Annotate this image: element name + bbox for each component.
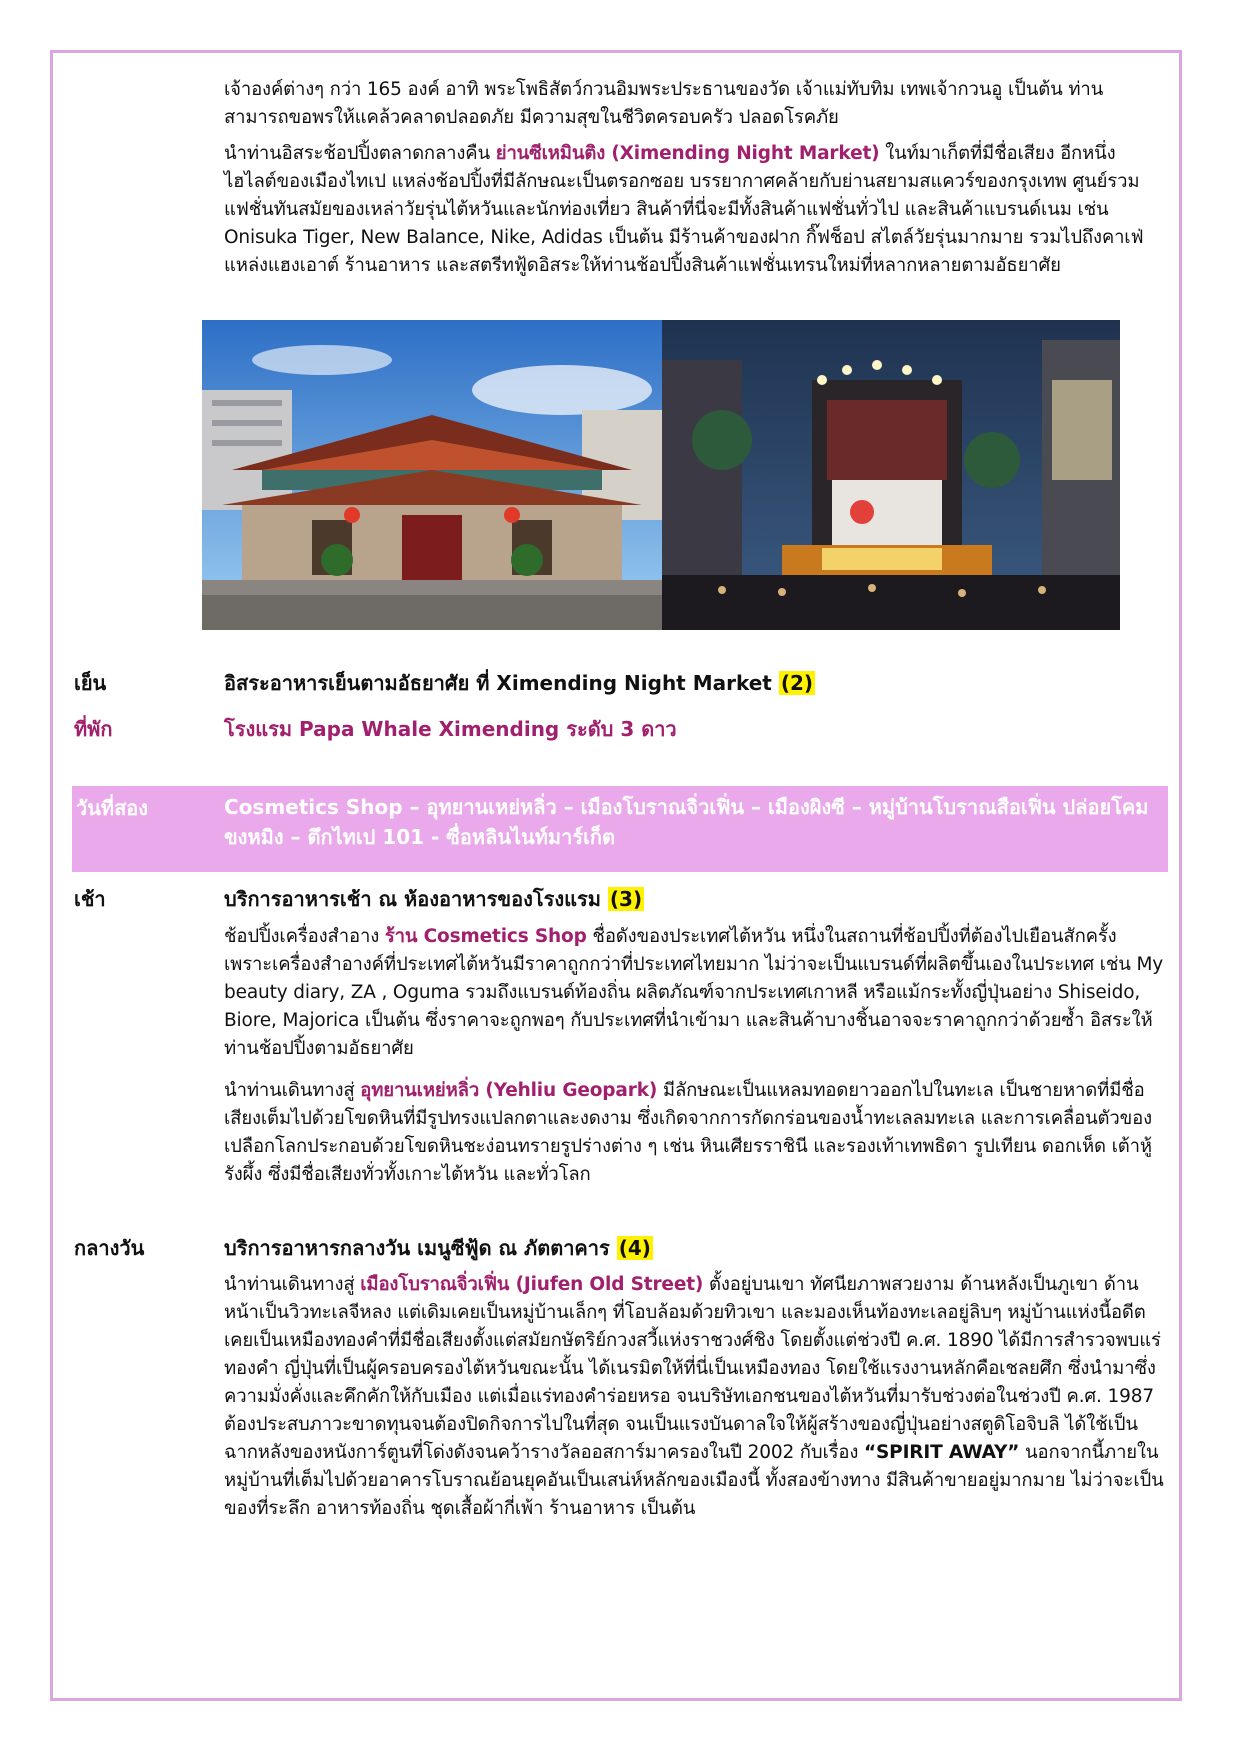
- cosmetics-post: ชื่อดังของประเทศไต้หวัน หนึ่งในสถานที่ช้อปปิ้งที่ต้องไปเยือนสักครั้ง เพราะเครื่องสำอางค์ที่ประเทศไต้หวันมีราคาถูกกว่าที่ประเทศไทยมาก ไม่ว่าจะเป็นแบรนด์ที่ผลิตขึ้นเองในประเทศ เช่น My beauty diary, ZA , Oguma รวมถึงแบรนด์ท้องถิ่น ผลิตภัณฑ์จากประเทศเกาหลี หรือแม้กระทั้งญี่ปุ่นอย่าง Shiseido, Biore, Majorica เป็นต้น ซึ่งราคาจะถูกพอๆ กับประเทศที่นำเข้ามา และสินค้าบางชิ้นอาจจะราคาถูกกว่าด้วยซ้ำ อิสระให้ท่านช้อปปิ้งตามอัธยาศัย: [224, 926, 1164, 1059]
- cosmetics-pre: ช้อปปิ้งเครื่องสำอาง: [224, 926, 385, 947]
- day-two-label: วันที่สอง: [76, 796, 149, 820]
- cosmetics-link: ร้าน Cosmetics Shop: [384, 926, 587, 947]
- cosmetics-paragraph: [224, 923, 1164, 1063]
- temple-photo: [202, 320, 662, 630]
- meal-number-badge: (4): [618, 1236, 651, 1260]
- jiufen-pre: นำท่านเดินทางสู่: [224, 1274, 361, 1295]
- jiufen-link: เมืองโบราณจิ่วเฟิ่น (Jiufen Old Street): [360, 1274, 704, 1295]
- yehliu-link: อุทยานเหย่หลิ่ว (Yehliu Geopark): [360, 1080, 658, 1101]
- breakfast-text: [224, 883, 644, 915]
- lunch-text: [224, 1232, 653, 1264]
- ximending-pre: นำท่านอิสระช้อปปิ้งตลาดกลางคืน: [224, 143, 496, 164]
- ximending-post: ในท์มาเก็ตที่มีชื่อเสียง อีกหนึ่งไฮไลต์ของเมืองไทเป แหล่งช้อปปิ้งที่มีลักษณะเป็นตรอกซอย บรรยากาศคล้ายกับย่านสยามสแควร์ของกรุงเทพ ศูนย์รวมแฟชั่นทันสมัยของเหล่าวัยรุ่นไต้หวันและนักท่องเที่ยว สินค้าที่นี่จะมีทั้งสินค้าแฟชั่นทั่วไป และสินค้าแบรนด์เนม เช่น Onisuka Tiger, New Balance, Nike, Adidas เป็นต้น มีร้านค้าของฝาก กิ๊ฟช็อป สไตล์วัยรุ่นมากมาย รวมไปถึงคาเฟ่ แหล่งแฮงเอาต์ ร้านอาหาร และสตรีทฟู้ดอิสระให้ท่านช้อปปิ้งสินค้าแฟชั่นเทรนใหม่ที่หลากหลายตามอัธยาศัย: [224, 143, 1144, 276]
- yehliu-post: มีลักษณะเป็นแหลมทอดยาวออกไปในทะเล เป็นชายหาดที่มีชื่อเสียงเต็มไปด้วยโขดหินที่มีรูปทรงแปลกตาและงดงาม ซึ่งเกิดจากการกัดกร่อนของน้ำทะเลลมทะเล และการเคลื่อนตัวของเปลือกโลกประกอบด้วยโขดหินชะง่อนทรายรูปร่างต่าง ๆ เช่น หินเศียรราชินี และรองเท้าเทพธิดา รูปเทียน ดอกเห็ด เต้าหู้ รังผึ้ง ซึ่งมีชื่อเสียงทั่วทั้งเกาะไต้หวัน และทั่วโลก: [224, 1080, 1153, 1185]
- yehliu-paragraph: [224, 1077, 1164, 1189]
- meal-number-badge: (3): [609, 887, 643, 911]
- ximending-street-photo: [662, 320, 1120, 630]
- lunch-desc: บริการอาหารกลางวัน เมนูซีฟู้ด ณ ภัตตาคาร: [224, 1236, 617, 1260]
- breakfast-desc: บริการอาหารเช้า ณ ห้องอาหารของโรงแรม: [224, 887, 608, 911]
- jiufen-post2: นอกจากนี้ภายในหมู่บ้านที่เต็มไปด้วยอาคารโบราณย้อนยุคอันเป็นเสน่ห์หลักของเมืองนี้ ทั้งสองข้างทาง มีสินค้าขายอยู่มากมาย ไม่ว่าจะเป็น ของที่ระลึก อาหารท้องถิ่น ชุดเสื้อผ้ากี่เพ้า ร้านอาหาร เป็นต้น: [224, 1442, 1164, 1519]
- meal-number-badge: (2): [780, 671, 814, 695]
- day-two-route: Cosmetics Shop – อุทยานเหย่หลิ่ว – เมืองโบราณจิ่วเฟิ่น – เมืองผิงซี – หมู่บ้านโบราณสือเฟิ่น ปล่อยโคมขงหมิง – ตึกไทเป 101 - ซื่อหลินไนท์มาร์เก็ต: [224, 795, 1149, 849]
- temple-paragraph: เจ้าองค์ต่างๆ กว่า 165 องค์ อาทิ พระโพธิสัตว์กวนอิมพระประธานของวัด เจ้าแม่ทับทิม เทพเจ้ากวนอู เป็นต้น ท่านสามารถขอพรให้แคล้วคลาดปลอดภัย มีความสุขในชีวิตครอบครัว ปลอดโรคภัย: [224, 79, 1104, 128]
- day-two-header: [72, 786, 1168, 872]
- dinner-desc: อิสระอาหารเย็นตามอัธยาศัย ที่ Ximending Night Market: [224, 671, 779, 695]
- yehliu-pre: นำท่านเดินทางสู่: [224, 1080, 361, 1101]
- dinner-label: เย็น: [74, 671, 107, 695]
- hotel-text: โรงแรม Papa Whale Ximending ระดับ 3 ดาว: [224, 717, 677, 741]
- spirit-away-title: “SPIRIT AWAY”: [863, 1442, 1020, 1463]
- ximending-paragraph: [224, 140, 1164, 280]
- jiufen-post: ตั้งอยู่บนเขา ทัศนียภาพสวยงาม ด้านหลังเป็นภูเขา ด้านหน้าเป็นวิวทะเลจีหลง แต่เดิมเคยเป็นหมู่บ้านเล็กๆ ที่โอบล้อมด้วยทิวเขา และมองเห็นท้องทะเลอยู่ลิบๆ หมู่บ้านแห่งนี้อดีตเคยเป็นเหมืองทองคำที่มีชื่อเสียงตั้งแต่สมัยกษัตริย์กวงสวี้แห่งราชวงศ์ชิง โดยตั้งแต่ช่วงปี ค.ศ. 1890 ได้มีการสำรวจพบแร่ทองคำ ญี่ปุ่นที่เป็นผู้ครอบครองไต้หวันขณะนั้น ได้เนรมิตให้ที่นี่เป็นเหมืองทอง โดยใช้แรงงานหลักคือเชลยศึก ซึ่งนำมาซึ่งความมั่งคั่งและคึกคักให้กับเมือง แต่เมื่อแร่ทองคำร่อยหรอ จนบริษัทเอกชนของไต้หวันที่มารับช่วงต่อในช่วงปี ค.ศ. 1987 ต้องประสบภาวะขาดทุนจนต้องปิดกิจการไปในที่สุด จนเป็นแรงบันดาลใจให้ผู้สร้างของญี่ปุ่นอย่างสตูดิโอจิบลิ ได้ใช้เป็นฉากหลังของหนังการ์ตูนที่โด่งดังจนคว้ารางวัลออสการ์มาครองในปี 2002 กับเรื่อง: [224, 1274, 1161, 1463]
- jiufen-paragraph: [224, 1271, 1164, 1523]
- hotel-label: ที่พัก: [74, 717, 113, 741]
- dinner-text: [224, 667, 815, 699]
- ximending-link: ย่านซีเหมินติง (Ximending Night Market): [495, 143, 880, 164]
- breakfast-label: เช้า: [74, 887, 106, 911]
- lunch-label: กลางวัน: [74, 1236, 145, 1260]
